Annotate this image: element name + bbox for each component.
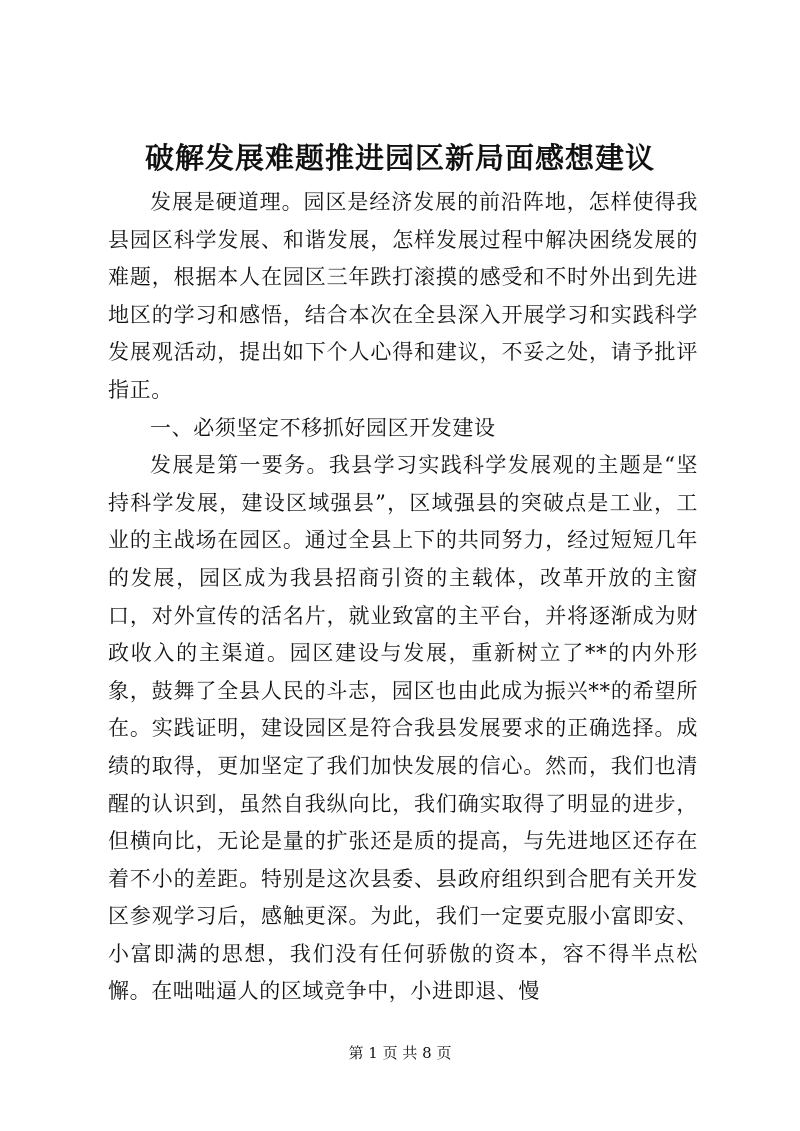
- page-title: 破解发展难题推进园区新局面感想建议: [144, 141, 655, 175]
- intro-paragraph: 发展是硬道理。园区是经济发展的前沿阵地，怎样使得我县园区科学发展、和谐发展，怎样发展过程中解决困绕发展的难题，根据本人在园区三年跌打滚摸的感受和不时外出到先进地区的学习和感悟，结合本次在全县深入开展学习和实践科学发展观活动，提出如下个人心得和建议，不妥之处，请予批评指正。: [108, 190, 698, 402]
- section-heading-1: 一、必须坚定不移抓好园区开发建设: [150, 415, 496, 440]
- page-number-footer: 第 1 页 共 8 页: [348, 1044, 452, 1062]
- document-body: [108, 184, 698, 1011]
- section-1-paragraph: 发展是第一要务。我县学习实践科学发展观的主题是“坚持科学发展，建设区域强县”，区域强县的突破点是工业，工业的主战场在园区。通过全县上下的共同努力，经过短短几年的发展，园区成为我县招商引资的主载体，改革开放的主窗口，对外宣传的活名片，就业致富的主平台，并将逐渐成为财政收入的主渠道。园区建设与发展，重新树立了**的内外形象，鼓舞了全县人民的斗志，园区也由此成为振兴**的希望所在。实践证明，建设园区是符合我县发展要求的正确选择。成绩的取得，更加坚定了我们加快发展的信心。然而，我们也清醒的认识到，虽然自我纵向比，我们确实取得了明显的进步，但横向比，无论是量的扩张还是质的提高，与先进地区还存在着不小的差距。特别是这次县委、县政府组织到合肥有关开发区参观学习后，感触更深。为此，我们一定要克服小富即安、小富即满的思想，我们没有任何骄傲的资本，容不得半点松懈。在咄咄逼人的区域竞争中，小进即退、慢: [108, 453, 698, 1004]
